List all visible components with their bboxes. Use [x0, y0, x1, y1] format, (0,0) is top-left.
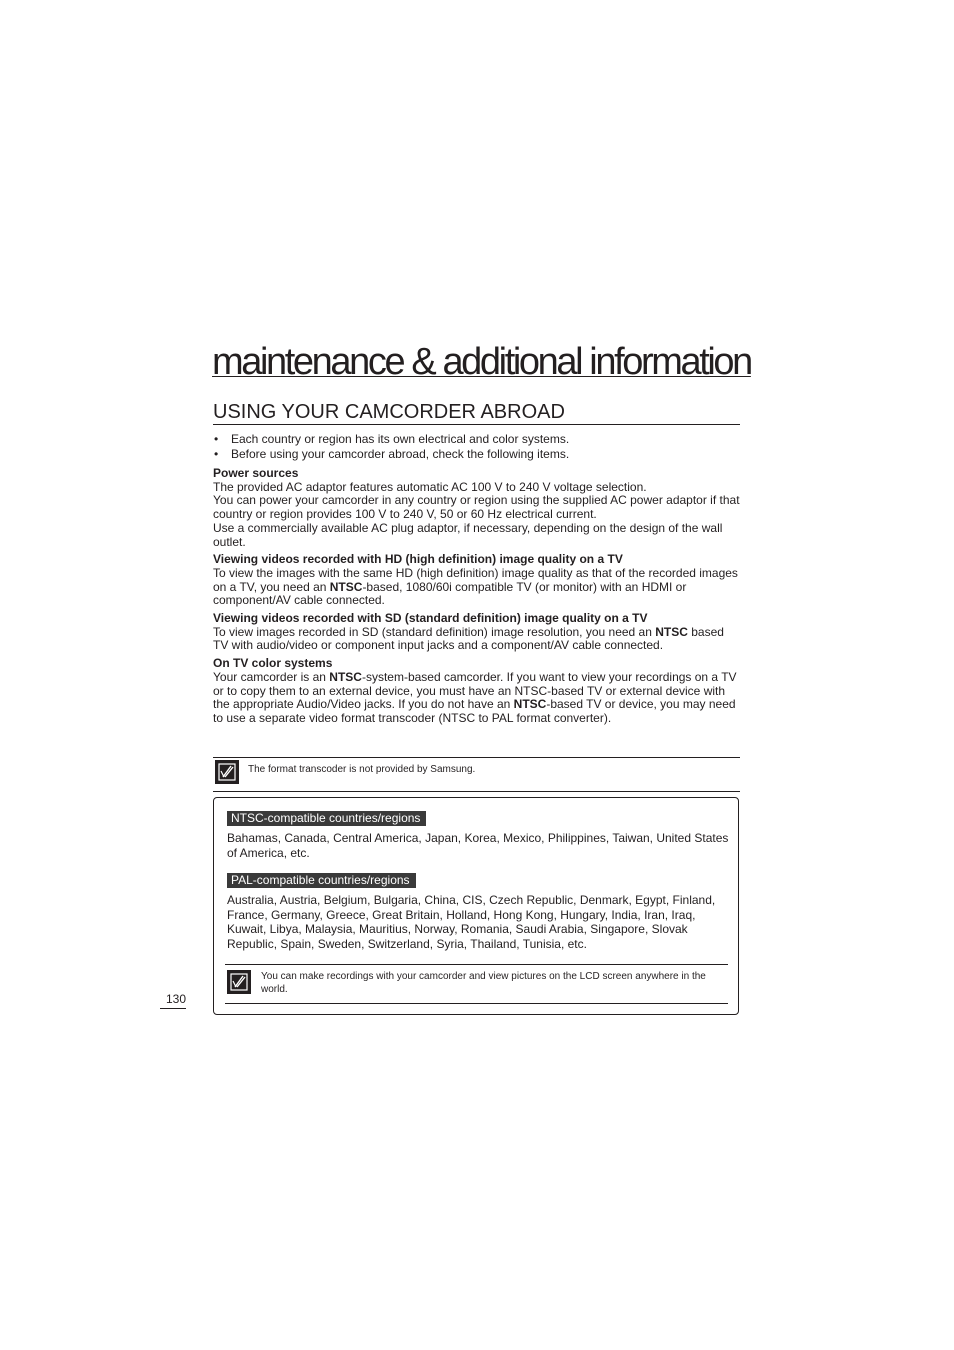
sd-viewing-text — [213, 626, 740, 653]
ntsc-bold: NTSC — [329, 669, 362, 684]
power-sources-heading: Power sources — [213, 466, 299, 480]
intro-bullets — [213, 432, 740, 462]
section-title: USING YOUR CAMCORDER ABROAD — [213, 400, 740, 425]
tv-color-text — [213, 671, 740, 726]
ntsc-countries-list: Bahamas, Canada, Central America, Japan, Korea, Mexico, Philippines, Taiwan, United States of America, etc. — [227, 831, 729, 860]
text-run: -based TV or device, you may need to use a separate video format transcoder (NTSC to PAL format converter). — [213, 697, 736, 725]
power-line: The provided AC adaptor features automatic AC 100 V to 240 V voltage selection. — [213, 479, 647, 494]
tv-color-heading: On TV color systems — [213, 656, 333, 671]
text-run: To view the images with the same HD (high definition) image quality as that of the recorded images on a TV, you need an — [213, 565, 738, 594]
power-line: Use a commercially available AC plug adaptor, if necessary, depending on the design of the wall outlet. — [213, 520, 723, 549]
text-run: Your camcorder is an — [213, 669, 330, 684]
text-run: -system-based camcorder. If you want to view your recordings on a TV or to copy them to an external device, you must have an NTSC-based TV or external device with the appropriate Audio/Video jacks. If you do not have an — [213, 669, 737, 712]
note-pencil-icon — [227, 970, 251, 994]
note-text: The format transcoder is not provided by Samsung. — [248, 764, 476, 775]
pal-countries-label: PAL-compatible countries/regions — [227, 873, 416, 888]
ntsc-countries-label: NTSC-compatible countries/regions — [227, 811, 426, 826]
hd-viewing-heading: Viewing videos recorded with HD (high definition) image quality on a TV — [213, 552, 623, 567]
bullet-item: • Each country or region has its own electrical and color systems. — [213, 432, 740, 447]
hd-viewing-text — [213, 567, 740, 608]
text-run: -based, 1080/60i compatible TV (or monitor) with an HDMI or component/AV cable connected. — [213, 579, 687, 608]
note-box — [225, 964, 728, 1004]
bullet-item: • Before using your camcorder abroad, check the following items. — [213, 447, 740, 462]
note-pencil-icon — [215, 760, 239, 784]
sd-viewing-heading: Viewing videos recorded with SD (standard definition) image quality on a TV — [213, 611, 648, 626]
ntsc-bold: NTSC — [329, 579, 363, 594]
note-text: You can make recordings with your camcorder and view pictures on the LCD screen anywhere in the world. — [261, 971, 706, 995]
chapter-title: maintenance & additional information — [212, 341, 751, 383]
text-run: To view images recorded in SD (standard definition) image resolution, you need an — [213, 624, 656, 639]
main-content — [213, 432, 740, 726]
note-box — [213, 757, 740, 792]
ntsc-bold: NTSC — [513, 697, 547, 712]
ntsc-bold: NTSC — [655, 624, 688, 639]
text-run: based TV with audio/video or component input jacks and a component/AV cable connected. — [213, 624, 724, 653]
country-compatibility-box — [213, 797, 739, 1015]
pal-countries-list: Australia, Austria, Belgium, Bulgaria, China, CIS, Czech Republic, Denmark, Egypt, Finland, France, Germany, Greece, Great Britain, Holland, Hong Kong, Hungary, India, Iran, Iraq, Kuwait, Libya, Malaysia, Mauritius, Norway, Romania, Saudi Arabia, Singapore, Slovak Republic, Spain, Sweden, Switzerland, Syria, Thailand, Tunisia, etc. — [227, 893, 716, 951]
page-number: 130 — [160, 990, 186, 1009]
power-line: You can power your camcorder in any country or region using the supplied AC power adaptor if that country or region provides 100 V to 240 V, 50 or 60 Hz electrical current. — [213, 493, 740, 522]
